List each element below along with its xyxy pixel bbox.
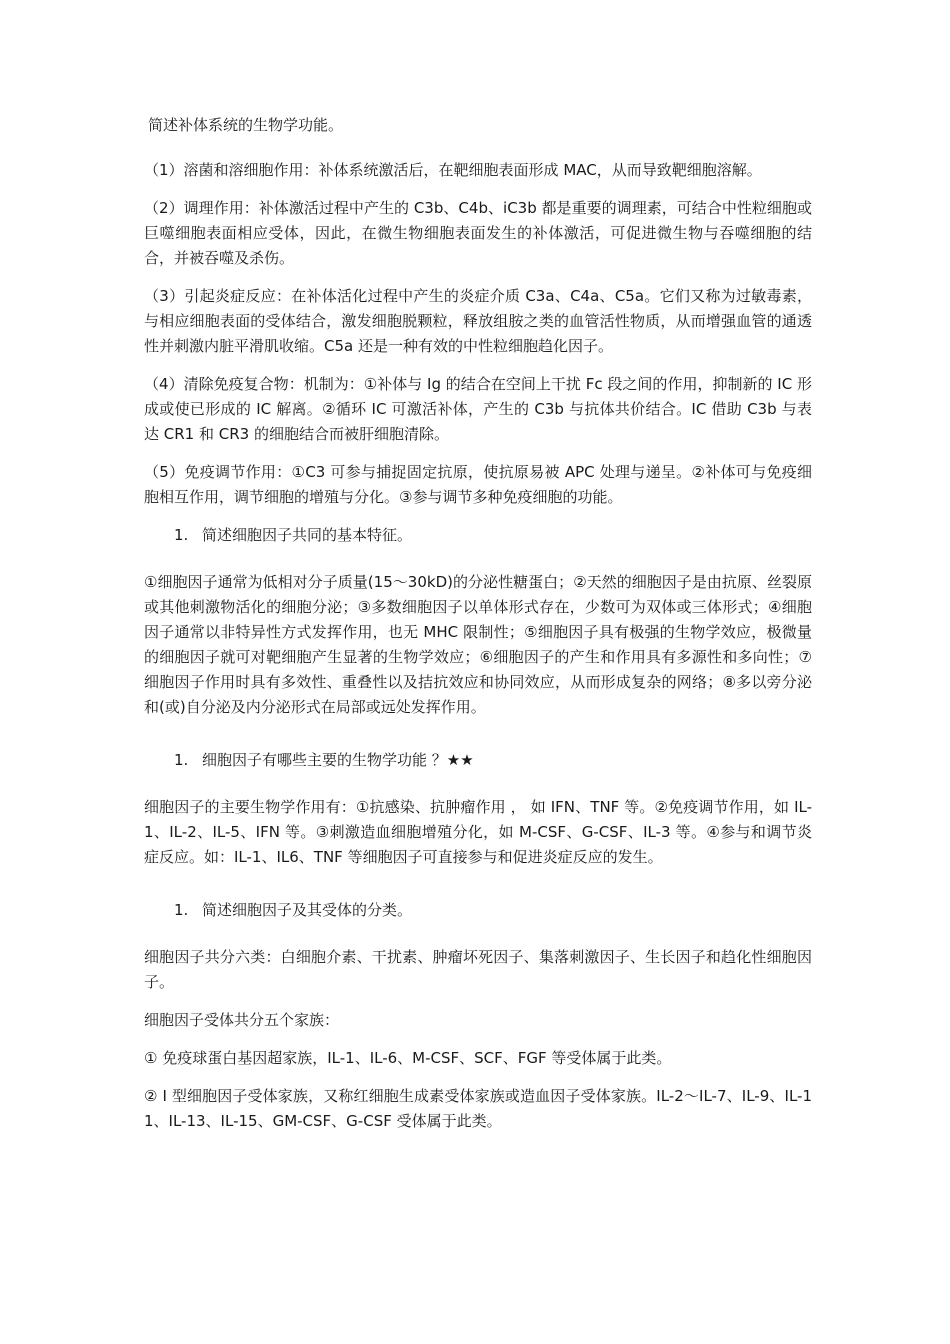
document-page: [144, 113, 812, 1147]
answer-receptor-families-intro: 细胞因子受体共分五个家族：: [144, 1011, 340, 1029]
answer-cytokine-features: ①细胞因子通常为低相对分子质量(15～30kD)的分泌性糖蛋白；②天然的细胞因子是由抗原、丝裂原或其他刺激物活化的细胞分泌；③多数细胞因子以单体形式存在，少数可为双体或三体形式；④细胞因子通常以非特异性方式发挥作用，也无 MHC 限制性；⑤细胞因子具有极强的生物学效应，极微量的细胞因子就可对靶细胞产生显著的生物学效应；⑥细胞因子的产生和作用具有多源性和多向性；⑦细胞因子作用时具有多效性、重叠性以及拮抗效应和协同效应，从而形成复杂的网络；⑧多以旁分泌和(或)自分泌及内分泌形式在局部或远处发挥作用。: [144, 573, 812, 716]
question-cytokine-features: [144, 523, 812, 548]
answer-cytokine-classes: 细胞因子共分六类：白细胞介素、干扰素、肿瘤坏死因子、集落刺激因子、生长因子和趋化性细胞因子。: [144, 948, 812, 991]
complement-item-5: （5）免疫调节作用：①C3 可参与捕捉固定抗原，使抗原易被 APC 处理与递呈。②补体可与免疫细胞相互作用，调节细胞的增殖与分化。③参与调节多种免疫细胞的功能。: [144, 463, 812, 506]
question-cytokine-classification: [144, 898, 812, 923]
question-text: 简述细胞因子及其受体的分类。: [202, 901, 413, 919]
question-text: 细胞因子有哪些主要的生物学功能 ？★★: [202, 751, 474, 769]
complement-item-3: （3）引起炎症反应：在补体活化过程中产生的炎症介质 C3a、C4a、C5a。它们又称为过敏毒素，与相应细胞表面的受体结合，激发细胞脱颗粒，释放组胺之类的血管活性物质，从而增强血管的通透性并刺激内脏平滑肌收缩。C5a 还是一种有效的中性粒细胞趋化因子。: [144, 287, 812, 355]
receptor-family-1: ① 免疫球蛋白基因超家族，IL-1、IL-6、M-CSF、SCF、FGF 等受体属于此类。: [144, 1049, 672, 1067]
complement-item-4: （4）清除免疫复合物：机制为：①补体与 Ig 的结合在空间上干扰 Fc 段之间的作用，抑制新的 IC 形成或使已形成的 IC 解离。②循环 IC 可激活补体，产生的 C3b 与抗体共价结合。IC 借助 C3b 与表达 CR1 和 CR3 的细胞结合而被肝细胞清除。: [144, 375, 812, 443]
question-text: 简述细胞因子共同的基本特征。: [202, 526, 413, 544]
document-title: 简述补体系统的生物学功能。: [148, 116, 344, 134]
question-number: 1.: [174, 526, 189, 544]
question-number: 1.: [174, 901, 189, 919]
complement-item-1: （1）溶菌和溶细胞作用：补体系统激活后，在靶细胞表面形成 MAC，从而导致靶细胞溶解。: [144, 161, 762, 179]
receptor-family-2: ② I 型细胞因子受体家族，又称红细胞生成素受体家族或造血因子受体家族。IL-2～IL-7、IL-9、IL-11、IL-13、IL-15、GM-CSF、G-CSF 受体属于此类。: [144, 1087, 812, 1130]
question-number: 1.: [174, 751, 189, 769]
complement-item-2: （2）调理作用：补体激活过程中产生的 C3b、C4b、iC3b 都是重要的调理素，可结合中性粒细胞或巨噬细胞表面相应受体，因此，在微生物细胞表面发生的补体激活，可促进微生物与吞噬细胞的结合，并被吞噬及杀伤。: [144, 199, 812, 267]
question-cytokine-functions: [144, 748, 812, 773]
answer-cytokine-functions: 细胞因子的主要生物学作用有：①抗感染、抗肿瘤作用 ， 如 IFN、TNF 等。②免疫调节作用，如 IL-1、IL-2、IL-5、IFN 等。③刺激造血细胞增殖分化，如 M-CSF、G-CSF、IL-3 等。④参与和调节炎症反应。如：IL-1、IL6、TNF 等细胞因子可直接参与和促进炎症反应的发生。: [144, 798, 812, 866]
